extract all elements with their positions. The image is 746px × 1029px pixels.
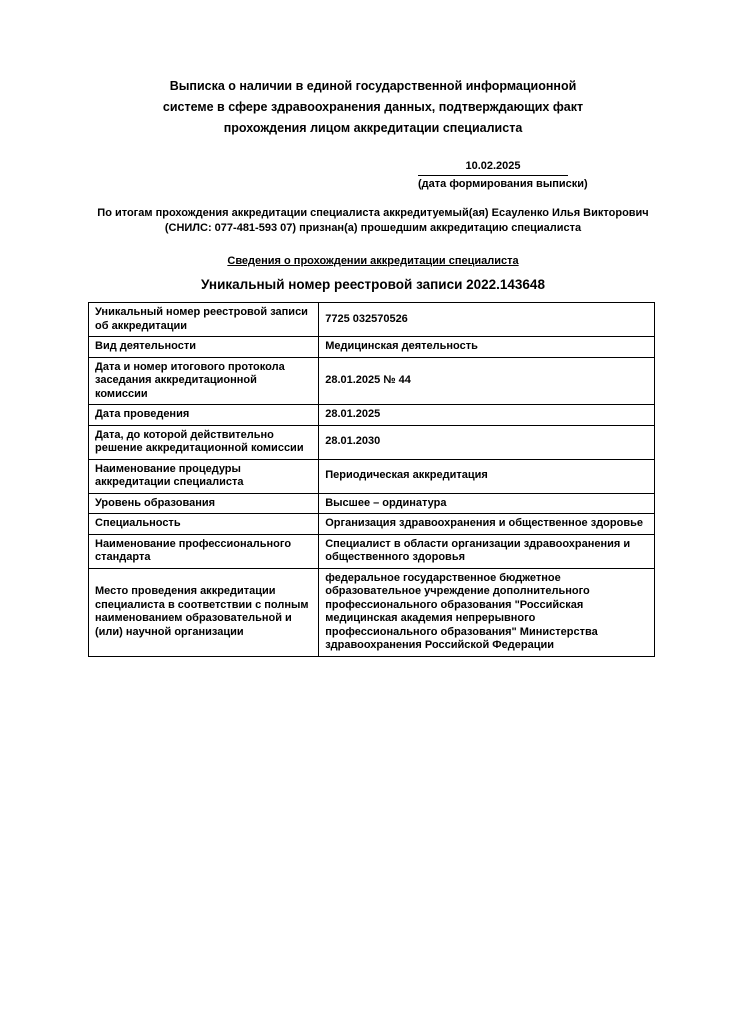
table-row <box>89 357 655 405</box>
row-value: Медицинская деятельность <box>319 337 655 358</box>
row-label: Дата проведения <box>89 405 319 426</box>
registry-number-heading: Уникальный номер реестровой записи 2022.143648 <box>201 277 545 292</box>
table-row <box>89 303 655 337</box>
table-row <box>89 534 655 568</box>
row-value: Периодическая аккредитация <box>319 459 655 493</box>
table-row <box>89 405 655 426</box>
row-label: Дата, до которой действительно решение аккредитационной комиссии <box>89 425 319 459</box>
row-value: 7725 032570526 <box>319 303 655 337</box>
intro-paragraph: По итогам прохождения аккредитации специалиста аккредитуемый(ая) Есауленко Илья Викторович (СНИЛС: 077-481-593 07) признан(а) прошедшим аккредитацию специалиста <box>97 207 649 234</box>
row-label: Уровень образования <box>89 493 319 514</box>
row-value: Организация здравоохранения и общественное здоровье <box>319 514 655 535</box>
row-label: Вид деятельности <box>89 337 319 358</box>
row-value: 28.01.2030 <box>319 425 655 459</box>
row-label: Наименование процедуры аккредитации специалиста <box>89 459 319 493</box>
row-value: Специалист в области организации здравоохранения и общественного здоровья <box>319 534 655 568</box>
row-label: Наименование профессионального стандарта <box>89 534 319 568</box>
table-row <box>89 425 655 459</box>
table-row <box>89 568 655 656</box>
document-title: Выписка о наличии в единой государственной информационной системе в сфере здравоохранения данных, подтверждающих факт прохождения лицом аккредитации специалиста <box>162 79 584 135</box>
formation-date-block <box>418 160 588 191</box>
accreditation-table <box>88 302 655 657</box>
row-label: Специальность <box>89 514 319 535</box>
row-label: Уникальный номер реестровой записи об аккредитации <box>89 303 319 337</box>
table-row <box>89 459 655 493</box>
row-label: Место проведения аккредитации специалиста в соответствии с полным наименованием образовательной и (или) научной организации <box>89 568 319 656</box>
row-value: Высшее – ординатура <box>319 493 655 514</box>
formation-date-caption: (дата формирования выписки) <box>418 178 588 190</box>
table-row <box>89 493 655 514</box>
row-value: 28.01.2025 № 44 <box>319 357 655 405</box>
section-heading: Сведения о прохождении аккредитации специалиста <box>227 255 519 267</box>
row-value: федеральное государственное бюджетное образовательное учреждение дополнительного профессионального образования "Российская медицинская академия непрерывного профессионального образования" Министерства здравоохранения Российской Федерации <box>319 568 655 656</box>
formation-date: 10.02.2025 <box>418 160 568 176</box>
row-value: 28.01.2025 <box>319 405 655 426</box>
table-row <box>89 337 655 358</box>
row-label: Дата и номер итогового протокола заседания аккредитационной комиссии <box>89 357 319 405</box>
table-row <box>89 514 655 535</box>
